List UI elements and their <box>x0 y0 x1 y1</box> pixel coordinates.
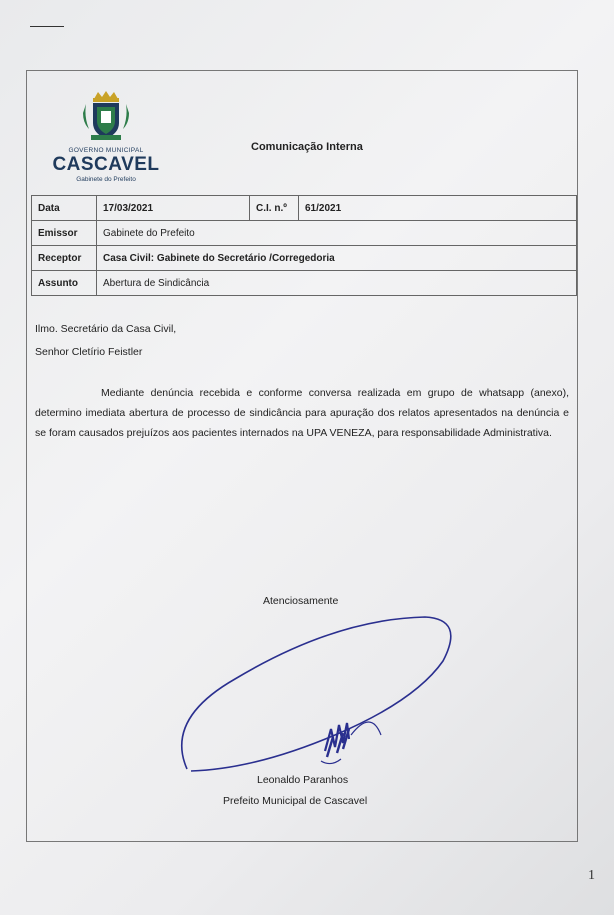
office-label: Gabinete do Prefeito <box>76 176 136 183</box>
issuer-value: Gabinete do Prefeito <box>97 221 577 246</box>
signer-name: Leonaldo Paranhos <box>257 774 349 786</box>
page-number: 1 <box>588 868 595 883</box>
subject-label: Assunto <box>32 271 97 296</box>
corner-pen-mark <box>30 26 64 27</box>
signer-role: Prefeito Municipal de Cascavel <box>223 795 368 807</box>
date-value: 17/03/2021 <box>97 196 250 221</box>
issuer-label: Emissor <box>32 221 97 246</box>
receiver-label: Receptor <box>32 246 97 271</box>
salutation-line-2: Senhor Cletírio Feistler <box>35 346 143 358</box>
letter-body <box>35 321 569 443</box>
info-table <box>31 195 577 296</box>
ci-value: 61/2021 <box>299 196 577 221</box>
date-label: Data <box>32 196 97 221</box>
government-label: GOVERNO MUNICIPAL <box>68 147 144 154</box>
table-row-date <box>32 196 577 221</box>
ci-label: C.I. n.º <box>250 196 299 221</box>
document-title: Comunicação Interna <box>251 141 363 153</box>
salutation-line-1: Ilmo. Secretário da Casa Civil, <box>35 323 177 335</box>
letter-paragraph: Mediante denúncia recebida e conforme conversa realizada em grupo de whatsapp (anexo), determino imediata abertura de processo de sindicância para apuração dos relatos apresentados na denúncia e se foram causados prejuízos aos pacientes internados na UPA VENEZA, para responsabilidade Administrativa. <box>35 387 569 439</box>
document-frame <box>26 70 578 842</box>
table-row-receiver <box>32 246 577 271</box>
document-header <box>27 71 577 195</box>
table-row-subject <box>32 271 577 296</box>
coat-of-arms-icon <box>81 89 131 145</box>
table-row-issuer <box>32 221 577 246</box>
closing-text: Atenciosamente <box>263 595 339 607</box>
receiver-value: Casa Civil: Gabinete do Secretário /Corregedoria <box>97 246 577 271</box>
handwritten-signature <box>175 609 455 779</box>
subject-value: Abertura de Sindicância <box>97 271 577 296</box>
city-name: CASCAVEL <box>52 154 160 175</box>
cascavel-logo <box>41 89 171 189</box>
